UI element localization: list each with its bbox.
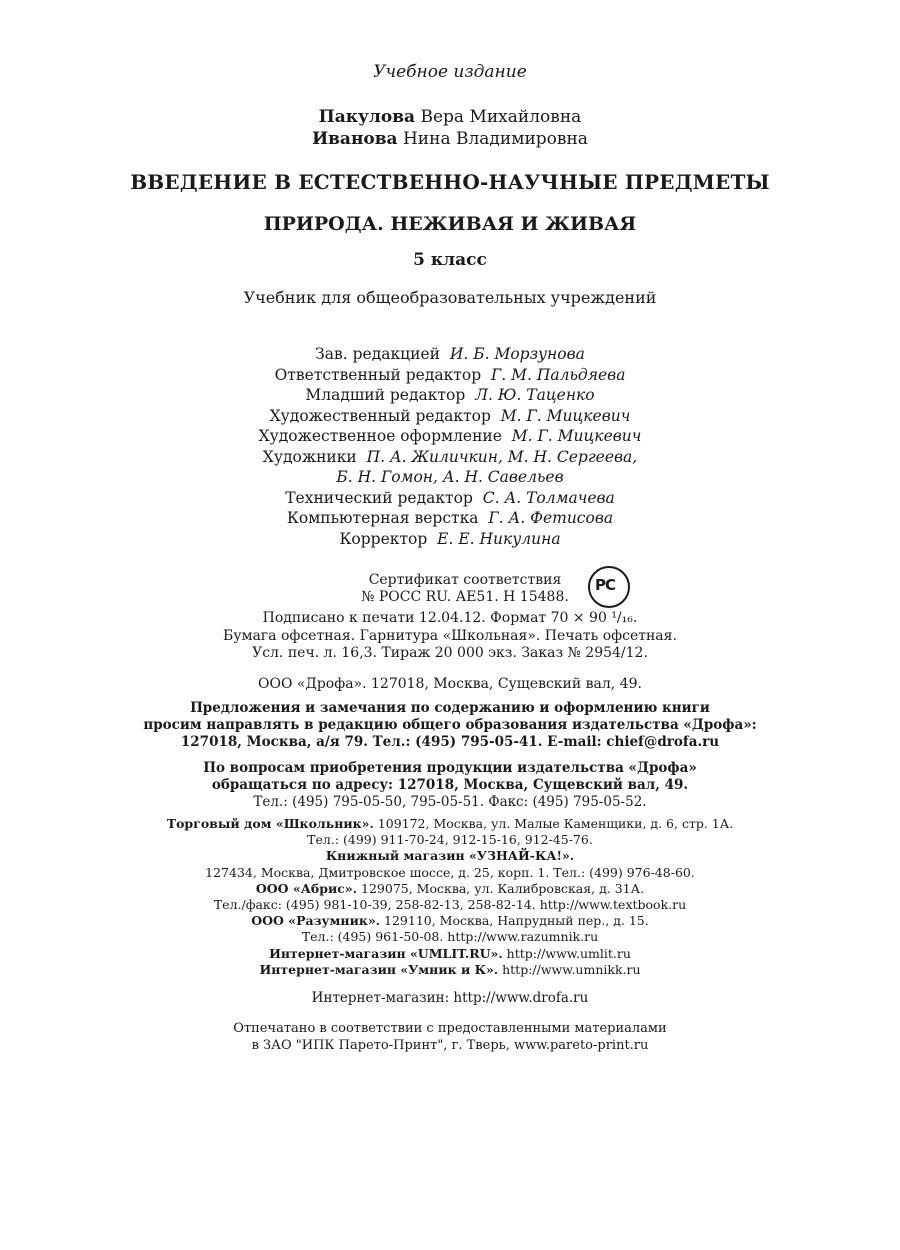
certificate-label: Сертификат соответствия: [368, 572, 562, 588]
staff-role: Компьютерная верстка: [286, 509, 479, 527]
print-details: [0, 610, 900, 663]
grade: 5 класс: [413, 250, 487, 270]
staff-row: [0, 344, 900, 365]
proposals-block: [0, 700, 900, 751]
staff-person: Е. Е. Никулина: [437, 529, 561, 548]
staff-role: Зав. редакцией: [315, 345, 440, 363]
print-detail-line: Бумага офсетная. Гарнитура «Школьная». Печать офсетная.: [223, 627, 677, 644]
purchase-line: [0, 777, 900, 794]
shop-name: ООО «Разумник».: [251, 913, 381, 929]
staff-role: Корректор: [339, 529, 428, 548]
author-name: Нина Владимировна: [402, 129, 588, 149]
shop-details: 109172, Москва, ул. Малые Каменщики, д. 6, стр. 1А.: [373, 816, 734, 831]
staff-person: П. А. Жиличкин, М. Н. Сергеева,: [366, 447, 638, 466]
staff-person: Л. Ю. Таценко: [475, 386, 595, 404]
staff-row: [0, 365, 900, 386]
purchase-block: [0, 760, 900, 811]
staff-role: Технический редактор: [285, 488, 473, 507]
staff-row: [0, 406, 900, 427]
shop-line: [0, 816, 900, 832]
shop-details: http://www.umnikk.ru: [498, 961, 641, 977]
proposals-line: просим направлять в редакцию общего образования издательства «Дрофа»:: [143, 717, 757, 733]
shops-list: [0, 816, 900, 978]
staff-row: [0, 467, 900, 488]
author-name: Вера Михайловна: [420, 107, 582, 127]
author-2: [0, 128, 900, 150]
shop-name: Торговый дом «Школьник».: [166, 816, 374, 831]
author-surname: Пакулова: [318, 107, 416, 127]
staff-person: М. Г. Мицкевич: [511, 427, 642, 445]
proposals-line: Предложения и замечания по содержанию и оформлению книги: [190, 700, 710, 716]
staff-person: С. А. Толмачева: [482, 488, 615, 507]
printer-info: [0, 1020, 900, 1054]
staff-row: [0, 529, 900, 550]
staff-person: Б. Н. Гомон, А. Н. Савельев: [336, 468, 564, 486]
staff-role: Художники: [262, 447, 357, 466]
book-description: Учебник для общеобразовательных учреждений: [243, 288, 657, 307]
authors: [0, 106, 900, 150]
staff-person: Г. М. Пальдяева: [491, 365, 626, 384]
shop-line: [0, 897, 900, 913]
shop-line: [0, 946, 900, 962]
shop-name: Интернет-магазин «UMLIT.RU».: [269, 945, 503, 961]
internet-shop: Интернет-магазин: http://www.drofa.ru: [311, 990, 589, 1006]
shop-line: [0, 881, 900, 897]
staff-role: Художественное оформление: [258, 427, 502, 445]
staff-person: И. Б. Морзунова: [449, 345, 585, 363]
shop-details: Тел.: (495) 961-50-08. http://www.razumnik.ru: [301, 929, 599, 945]
staff-person: Г. А. Фетисова: [488, 509, 614, 527]
printer-line: Отпечатано в соответствии с предоставленными материалами: [233, 1021, 667, 1036]
shop-details: 129110, Москва, Напрудный пер., д. 15.: [380, 913, 649, 929]
purchase-line: Тел.: (495) 795-05-50, 795-05-51. Факс: (495) 795-05-52.: [253, 794, 647, 810]
staff-row: [0, 508, 900, 529]
purchase-line: По вопросам приобретения продукции издательства «Дрофа»: [203, 760, 697, 776]
book-subtitle: ПРИРОДА. НЕЖИВАЯ И ЖИВАЯ: [263, 213, 637, 235]
shop-details: 127434, Москва, Дмитровское шоссе, д. 25, корп. 1. Тел.: (499) 976-48-60.: [205, 864, 695, 880]
shop-name: Интернет-магазин «Умник и К».: [259, 961, 499, 977]
staff-row: [0, 488, 900, 509]
print-detail-line: Подписано к печати 12.04.12. Формат 70 × 90 ¹/₁₆.: [262, 610, 638, 626]
certificate-number: № РОСС RU. АЕ51. Н 15488.: [361, 589, 569, 605]
author-1: [0, 106, 900, 128]
shop-details: Тел./факс: (495) 981-10-39, 258-82-13, 258-82-14. http://www.textbook.ru: [213, 897, 687, 913]
staff-role: Художественный редактор: [269, 406, 491, 425]
staff-row: [0, 426, 900, 447]
shop-line: [0, 913, 900, 929]
shop-line: [0, 832, 900, 848]
shop-line: [0, 962, 900, 978]
staff-role: Младший редактор: [305, 386, 466, 404]
certification-mark-icon: [588, 566, 630, 608]
shop-details: http://www.umlit.ru: [502, 945, 631, 961]
shop-line: [0, 929, 900, 945]
book-title: ВВЕДЕНИЕ В ЕСТЕСТВЕННО-НАУЧНЫЕ ПРЕДМЕТЫ: [130, 170, 770, 194]
certificate: [330, 572, 600, 606]
staff-row: [0, 447, 900, 468]
shop-details: Тел.: (499) 911-70-24, 912-15-16, 912-45-76.: [307, 832, 593, 848]
shop-details: 129075, Москва, ул. Калибровская, д. 31А.: [357, 880, 645, 896]
staff-role: Ответственный редактор: [274, 365, 482, 384]
shop-line: [0, 848, 900, 864]
certification-mark-text: РС: [595, 576, 616, 594]
printer-line: в ЗАО "ИПК Парето-Принт", г. Тверь, www.pareto-print.ru: [251, 1038, 649, 1053]
staff-row: [0, 385, 900, 406]
purchase-address: обращаться по адресу: 127018, Москва, Сущевский вал, 49.: [211, 777, 689, 793]
print-detail-line: Усл. печ. л. 16,3. Тираж 20 000 экз. Заказ № 2954/12.: [252, 645, 648, 661]
shop-name: Книжный магазин «УЗНАЙ-КА!».: [325, 848, 575, 864]
proposals-line: 127018, Москва, а/я 79. Тел.: (495) 795-05-41. E-mail: chief@drofa.ru: [180, 734, 720, 750]
shop-line: [0, 865, 900, 881]
edition-type: Учебное издание: [373, 62, 527, 82]
shop-name: ООО «Абрис».: [255, 880, 358, 896]
staff-person: М. Г. Мицкевич: [500, 406, 631, 425]
editorial-staff: [0, 344, 900, 549]
author-surname: Иванова: [312, 129, 398, 149]
publisher-address: ООО «Дрофа». 127018, Москва, Сущевский вал, 49.: [258, 676, 642, 692]
